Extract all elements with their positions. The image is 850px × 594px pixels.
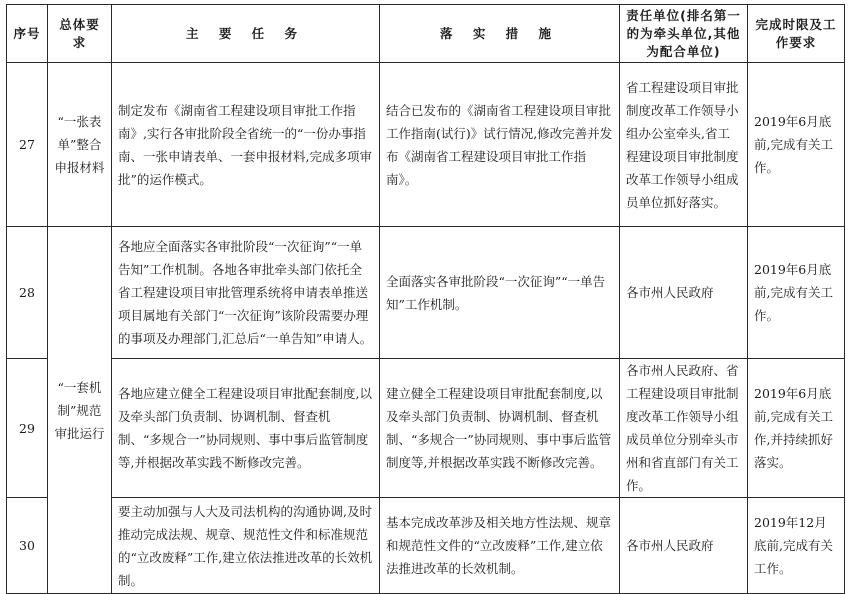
row-requirement: “一套机制”规范审批运行 <box>48 227 112 594</box>
task-table <box>6 4 845 594</box>
header-no: 序号 <box>7 5 48 63</box>
table-row <box>7 63 845 227</box>
row-measure: 基本完成改革涉及相关地方性法规、规章和规范性文件的“立改废释”工作,建立依法推进改革的长效机制。 <box>380 498 620 594</box>
row-task: 制定发布《湖南省工程建设项目审批工作指南》,实行各审批阶段全省统一的“一份办事指南、一张申请表单、一套申报材料,完成多项审批”的运作模式。 <box>112 63 380 227</box>
header-unit: 责任单位(排名第一的为牵头单位,其他为配合单位) <box>620 5 748 63</box>
row-number: 28 <box>7 227 48 359</box>
row-number: 29 <box>7 359 48 498</box>
row-unit: 各市州人民政府 <box>620 227 748 359</box>
row-requirement: “一张表单”整合申报材料 <box>48 63 112 227</box>
table-row <box>7 227 845 359</box>
row-number: 30 <box>7 498 48 594</box>
header-requirement: 总体要求 <box>48 5 112 63</box>
row-deadline: 2019年6月底前,完成有关工作。 <box>748 63 845 227</box>
row-task: 各地应建立健全工程建设项目审批配套制度,以及牵头部门负责制、协调机制、督查机制、“多规合一”协同规则、事中事后监管制度等,并根据改革实践不断修改完善。 <box>112 359 380 498</box>
header-task: 主 要 任 务 <box>112 5 380 63</box>
header-measure: 落 实 措 施 <box>380 5 620 63</box>
row-measure: 建立健全工程建设项目审批配套制度,以及牵头部门负责制、协调机制、督查机制、“多规合一”协同规则、事中事后监管制度等,并根据改革实践不断修改完善。 <box>380 359 620 498</box>
row-measure: 全面落实各审批阶段“一次征询”“一单告知”工作机制。 <box>380 227 620 359</box>
row-unit: 各市州人民政府、省工程建设项目审批制度改革工作领导小组成员单位分别牵头市州和省直部门有关工作。 <box>620 359 748 498</box>
row-task: 要主动加强与人大及司法机构的沟通协调,及时推动完成法规、规章、规范性文件和标准规范的“立改废释”工作,建立依法推进改革的长效机制。 <box>112 498 380 594</box>
header-deadline: 完成时限及工作要求 <box>748 5 845 63</box>
row-deadline: 2019年6月底前,完成有关工作。 <box>748 227 845 359</box>
header-row <box>7 5 845 63</box>
row-deadline: 2019年12月底前,完成有关工作。 <box>748 498 845 594</box>
row-measure: 结合已发布的《湖南省工程建设项目审批工作指南(试行)》试行情况,修改完善并发布《湖南省工程建设项目审批工作指南》。 <box>380 63 620 227</box>
table-row <box>7 498 845 594</box>
row-deadline: 2019年6月底前,完成有关工作,并持续抓好落实。 <box>748 359 845 498</box>
row-task: 各地应全面落实各审批阶段“一次征询”“一单告知”工作机制。各地各审批牵头部门依托全省工程建设项目审批管理系统将申请表单推送项目属地有关部门“一次征询”该阶段需要办理的事项及办理部门,汇总后“一单告知”申请人。 <box>112 227 380 359</box>
row-number: 27 <box>7 63 48 227</box>
table-row <box>7 359 845 498</box>
row-unit: 各市州人民政府 <box>620 498 748 594</box>
row-unit: 省工程建设项目审批制度改革工作领导小组办公室牵头,省工程建设项目审批制度改革工作领导小组成员单位抓好落实。 <box>620 63 748 227</box>
